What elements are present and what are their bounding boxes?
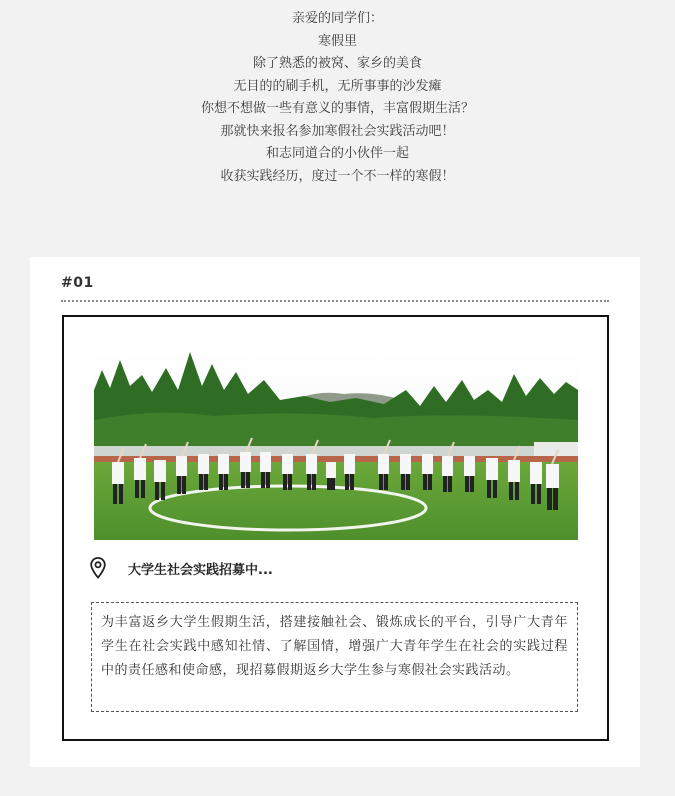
intro-line: 无目的的刷手机，无所事事的沙发瘫 bbox=[233, 78, 442, 94]
intro-text bbox=[0, 8, 675, 188]
location-pin-icon bbox=[90, 557, 106, 583]
section-number: #01 bbox=[61, 275, 94, 291]
intro-line: 和志同道合的小伙伴一起 bbox=[265, 146, 409, 161]
intro-line: 除了熟悉的被窝、家乡的美食 bbox=[252, 56, 422, 71]
intro-line: 寒假里 bbox=[317, 33, 357, 49]
location-label: 大学生社会实践招募中... bbox=[128, 563, 273, 578]
intro-line: 你想不想做一些有意义的事情，丰富假期生活？ bbox=[200, 101, 474, 116]
dotted-divider bbox=[61, 300, 609, 302]
description-box: 为丰富返乡大学生假期生活，搭建接触社会、锻炼成长的平台，引导广大青年学生在社会实践中感知社情、了解国情，增强广大青年学生在社会的实践过程中的责任感和使命感，现招募假期返乡大学生参与寒假社会实践活动。 bbox=[91, 602, 578, 712]
intro-line: 亲爱的同学们： bbox=[291, 11, 383, 26]
section-card bbox=[30, 257, 640, 767]
intro-line: 收获实践经历，度过一个不一样的寒假！ bbox=[220, 168, 455, 184]
content-frame bbox=[62, 315, 609, 741]
intro-line: 那就快来报名参加寒假社会实践活动吧！ bbox=[220, 123, 455, 139]
group-photo bbox=[94, 350, 578, 540]
